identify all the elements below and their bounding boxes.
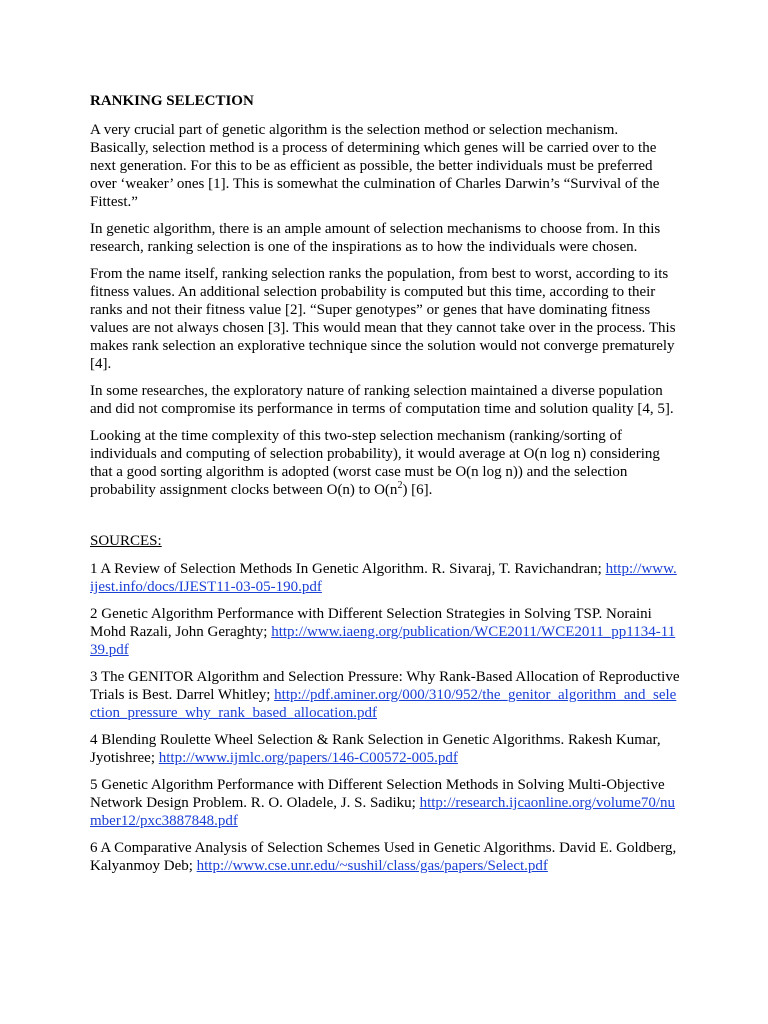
paragraph-ranking-definition: From the name itself, ranking selection ranks the population, from best to worst, according to its fitness values. An additional selection probability is computed but this time, according to their ranks and not their fitness value [2]. “Super genotypes” or genes that have dominating fitness values are not always chosen [3]. This would mean that they cannot take over in the process. This makes rank selection an explorative technique since the solution would not converge prematurely [4]. [90,266,676,372]
source-6-link[interactable]: http://www.cse.unr.edu/~sushil/class/gas/papers/Select.pdf [196,858,548,874]
source-item-3 [90,668,680,722]
source-4-link[interactable]: http://www.ijmlc.org/papers/146-C00572-005.pdf [158,750,458,766]
paragraph-time-complexity [90,427,680,499]
complexity-text-end: ) [6]. [402,482,433,498]
source-4-text: 4 Blending Roulette Wheel Selection & Rank Selection in Genetic Algorithms. Rakesh Kumar, Jyotishree; [90,732,661,766]
source-1-link[interactable]: http://www.ijest.info/docs/IJEST11-03-05-190.pdf [90,561,677,595]
source-5-text: 5 Genetic Algorithm Performance with Different Selection Methods in Solving Multi-Objective Network Design Problem. R. O. Oladele, J. S. Sadiku; [90,777,665,811]
source-2-text: 2 Genetic Algorithm Performance with Different Selection Strategies in Solving TSP. Noraini Mohd Razali, John Geraghty; [90,606,652,640]
source-item-6 [90,839,680,875]
source-3-link[interactable]: http://pdf.aminer.org/000/310/952/the_genitor_algorithm_and_selection_pressure_why_rank_based_allocation.pdf [90,687,677,721]
source-item-4 [90,731,680,767]
sources-heading: SOURCES: [90,533,162,549]
source-5-link[interactable]: http://research.ijcaonline.org/volume70/number12/pxc3887848.pdf [90,795,676,829]
paragraph-exploratory-nature: In some researches, the exploratory nature of ranking selection maintained a diverse population and did not compromise its performance in terms of computation time and solution quality [4, 5]. [90,383,674,417]
source-item-2 [90,605,680,659]
source-item-5 [90,776,680,830]
paragraph-selection-intro: A very crucial part of genetic algorithm is the selection method or selection mechanism. Basically, selection method is a process of determining which genes will be carried over to the next generation. For this to be as efficient as possible, the better individuals must be preferred over ‘weaker’ ones [1]. This is somewhat the culmination of Charles Darwin’s “Survival of the Fittest.” [90,122,660,210]
source-item-1 [90,560,680,596]
source-3-text: 3 The GENITOR Algorithm and Selection Pressure: Why Rank-Based Allocation of Reproductive Trials is Best. Darrel Whitley; [90,669,680,703]
complexity-text: Looking at the time complexity of this two-step selection mechanism (ranking/sorting of individuals and computing of selection probability), it would average at O(n log n) considering that a good sorting algorithm is adopted (worst case must be O(n log n)) and the selection probability assignment clocks between O(n) to O(n [90,428,660,498]
source-6-text: 6 A Comparative Analysis of Selection Schemes Used in Genetic Algorithms. David E. Goldberg, Kalyanmoy Deb; [90,840,677,874]
page-title: RANKING SELECTION [90,93,254,109]
paragraph-ranking-inspiration: In genetic algorithm, there is an ample amount of selection mechanisms to choose from. In this research, ranking selection is one of the inspirations as to how the individuals were chosen. [90,221,661,255]
source-1-text: 1 A Review of Selection Methods In Genetic Algorithm. R. Sivaraj, T. Ravichandran; [90,561,606,577]
source-2-link[interactable]: http://www.iaeng.org/publication/WCE2011/WCE2011_pp1134-1139.pdf [90,624,676,658]
complexity-superscript: 2 [397,480,403,491]
